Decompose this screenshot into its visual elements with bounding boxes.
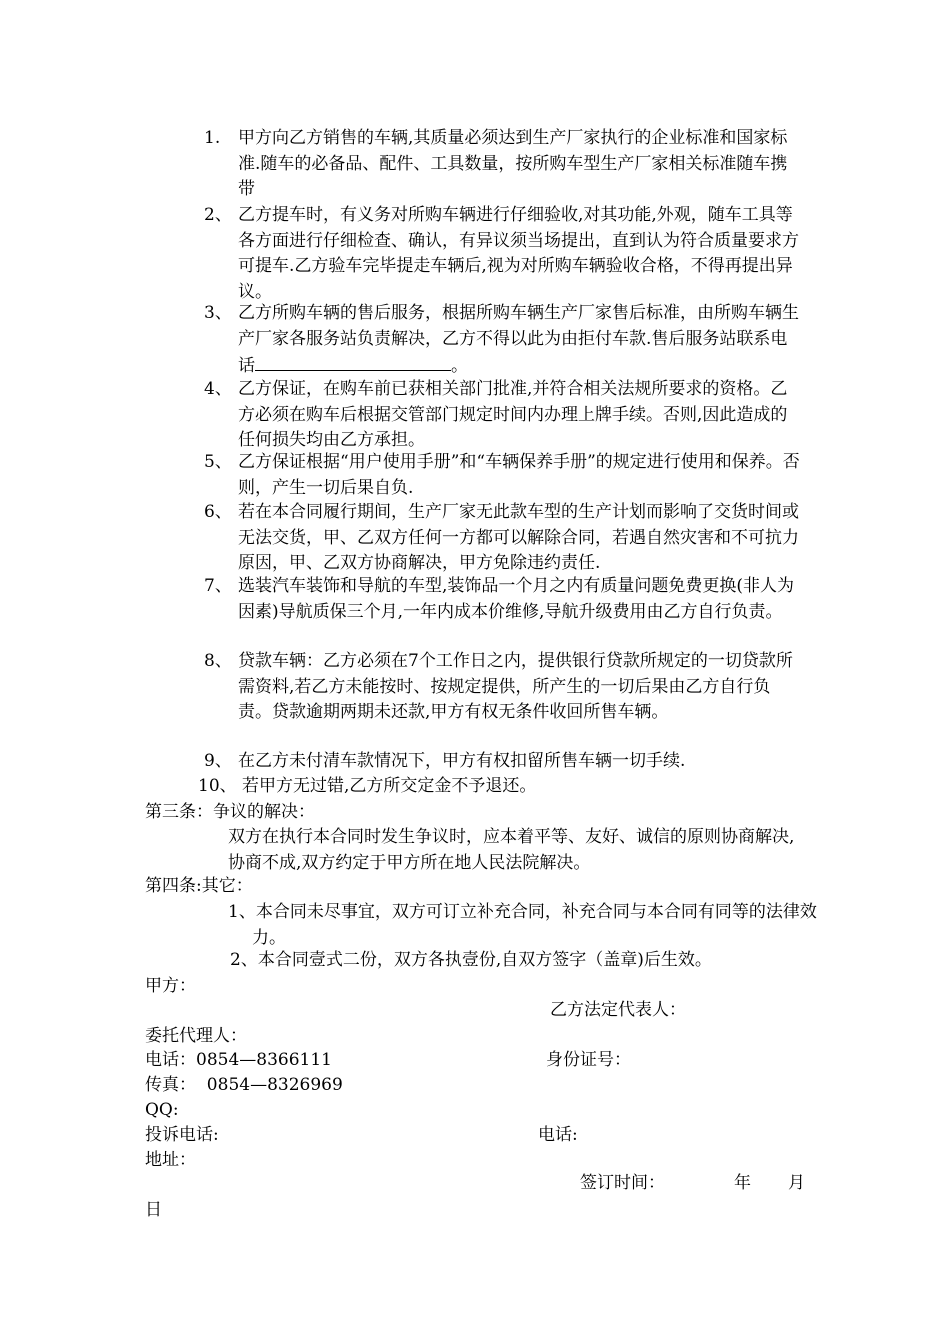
- list-item: [204, 377, 804, 454]
- party-a-label: 甲方：: [145, 976, 196, 996]
- address-label: 地址：: [145, 1150, 196, 1170]
- item-number: 2、: [204, 205, 232, 225]
- fax-label: 传真： 0854—8326969: [145, 1075, 343, 1095]
- item-suffix: 。: [451, 356, 468, 376]
- qq-label: QQ:: [145, 1100, 179, 1120]
- item-number: 4、: [204, 379, 232, 399]
- list-item: [198, 774, 798, 800]
- item-number: 7、: [204, 576, 232, 596]
- item-text: 若在本合同履行期间，生产厂家无此款车型的生产计划而影响了交货时间或无法交货，甲、乙双方任何一方都可以解除合同，若遇自然灾害和不可抗力原因，甲、乙双方协商解决，甲方免除违约责任.: [238, 502, 799, 573]
- list-item: [204, 749, 804, 775]
- list-item: [204, 500, 804, 577]
- item-text: 甲方向乙方销售的车辆,其质量必须达到生产厂家执行的企业标准和国家标准.随车的必备品、配件、工具数量，按所购车型生产厂家相关标准随车携带: [238, 128, 788, 199]
- party-b-phone-label: 电话:: [538, 1125, 578, 1145]
- list-item: [204, 450, 804, 501]
- day-label: 日: [145, 1200, 162, 1220]
- item-number: 10、: [198, 776, 237, 796]
- agent-label: 委托代理人：: [145, 1026, 247, 1046]
- article3-body: 双方在执行本合同时发生争议时，应本着平等、友好、诚信的原则协商解决,协商不成,双方约定于甲方所在地人民法院解决。: [228, 827, 795, 873]
- article4-item1: [228, 899, 832, 951]
- year-label: 年: [734, 1173, 751, 1193]
- item-text: 贷款车辆：乙方必须在7个工作日之内，提供银行贷款所规定的一切贷款所需资料,若乙方未能按时、按规定提供，所产生的一切后果由乙方自行负责。贷款逾期两期未还款,甲方有权无条件收回所售车辆。: [238, 651, 793, 722]
- item-text: 乙方保证，在购车前已获相关部门批准,并符合相关法规所要求的资格。乙方必须在购车后根据交管部门规定时间内办理上牌手续。否则,因此造成的任何损失均由乙方承担。: [238, 379, 788, 450]
- item-number: 8、: [204, 651, 232, 671]
- party-b-rep-label: 乙方法定代表人：: [550, 1000, 686, 1020]
- phone-blank-line: [255, 352, 451, 371]
- item-number: 6、: [204, 502, 232, 522]
- list-item: [204, 649, 804, 726]
- article4-item1-text: 1、本合同未尽事宜，双方可订立补充合同，补充合同与本合同有同等的法律效力。: [228, 902, 817, 948]
- article4-item2: 2、本合同壹式二份，双方各执壹份,自双方签字（盖章)后生效。: [230, 950, 712, 970]
- id-number-label: 身份证号：: [546, 1050, 631, 1070]
- item-number: 1.: [204, 128, 221, 148]
- month-label: 月: [788, 1173, 805, 1193]
- article4-heading: 第四条:其它：: [145, 876, 253, 896]
- item-text: 若甲方无过错,乙方所交定金不予退还。: [242, 776, 537, 796]
- sign-time-label: 签订时间：: [580, 1173, 665, 1193]
- complaint-phone-label: 投诉电话:: [145, 1125, 219, 1145]
- list-item: [204, 301, 804, 380]
- item-text: 乙方提车时，有义务对所购车辆进行仔细验收,对其功能,外观，随车工具等各方面进行仔细检查、确认，有异议须当场提出，直到认为符合质量要求方可提车.乙方验车完毕提走车辆后,视为对所购车辆验收合格，不得再提出异议。: [238, 205, 799, 302]
- item-number: 9、: [204, 751, 232, 771]
- item-text: 在乙方未付清车款情况下，甲方有权扣留所售车辆一切手续.: [238, 751, 686, 771]
- item-number: 5、: [204, 452, 232, 472]
- item-number: 3、: [204, 303, 232, 323]
- list-item: [204, 574, 804, 625]
- item-text-wrap: [238, 301, 804, 380]
- item-text: 选装汽车装饰和导航的车型,装饰品一个月之内有质量问题免费更换(非人为因素)导航质保三个月,一年内成本价维修,导航升级费用由乙方自行负责。: [238, 576, 795, 622]
- item-text: 乙方所购车辆的售后服务，根据所购车辆生产厂家售后标准，由所购车辆生产厂家各服务站负责解决，乙方不得以此为由拒付车款.售后服务站联系电话: [238, 303, 799, 376]
- list-item: [204, 126, 804, 203]
- list-item: [204, 203, 804, 305]
- article3-heading: 第三条：争议的解决：: [145, 802, 315, 822]
- item-text: 乙方保证根据“用户使用手册”和“车辆保养手册”的规定进行使用和保养。否则，产生一切后果自负.: [238, 452, 800, 498]
- phone-label: 电话：0854—8366111: [145, 1050, 332, 1070]
